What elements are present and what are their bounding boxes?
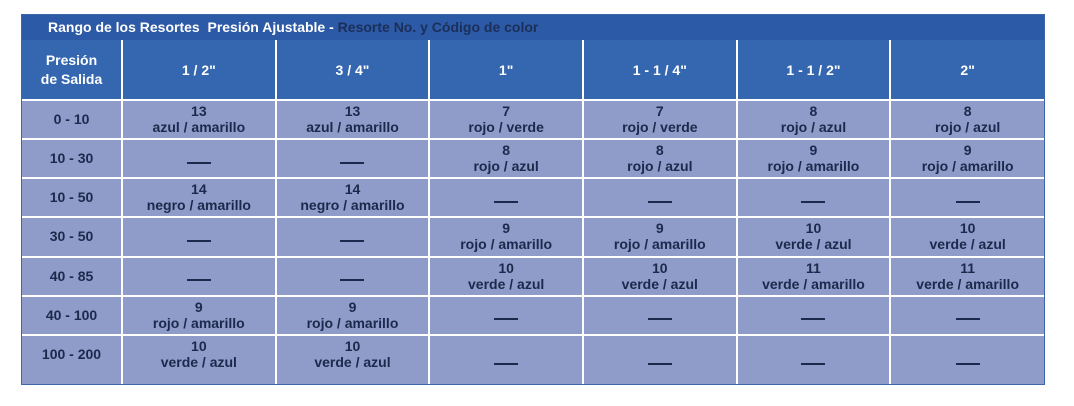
dash-mark	[801, 201, 825, 203]
table-cell	[122, 100, 276, 139]
spring-number: 8	[655, 142, 664, 159]
spring-number: 10	[191, 337, 207, 354]
table-row	[22, 257, 1044, 296]
row-pressure-range: 10 - 30	[22, 139, 122, 178]
table-cell	[890, 217, 1044, 256]
spring-number: 7	[655, 103, 664, 119]
color-code: verde / azul	[929, 236, 1006, 253]
empty-cell	[890, 178, 1044, 217]
empty-cell	[737, 335, 891, 384]
table-cell	[583, 139, 737, 178]
table-cell	[737, 139, 891, 178]
spring-range-table-frame	[21, 14, 1045, 385]
row-pressure-range: 10 - 50	[22, 178, 122, 217]
header-corner	[22, 40, 122, 100]
table-row	[22, 335, 1044, 384]
column-header: 1"	[429, 40, 583, 100]
empty-cell	[890, 296, 1044, 335]
spring-number: 10	[344, 337, 361, 354]
table-cell	[429, 257, 583, 296]
column-header: 1 / 2"	[122, 40, 276, 100]
dash-mark	[340, 162, 364, 164]
dash-mark	[187, 279, 211, 281]
table-cell	[583, 100, 737, 139]
empty-cell	[122, 139, 276, 178]
table-row	[22, 296, 1044, 335]
table-row	[22, 139, 1044, 178]
row-pressure-range: 40 - 100	[22, 296, 122, 335]
empty-cell	[429, 296, 583, 335]
spring-number: 8	[502, 142, 511, 159]
spring-number: 8	[809, 103, 818, 119]
table-cell	[890, 100, 1044, 139]
table-cell	[890, 139, 1044, 178]
table-cell	[583, 217, 737, 256]
table-cell	[276, 296, 430, 335]
color-code: rojo / amarillo	[767, 158, 860, 175]
color-code: negro / amarillo	[146, 197, 251, 214]
table-title	[22, 15, 1044, 40]
spring-number: 14	[344, 181, 361, 198]
table-row	[22, 217, 1044, 256]
spring-number: 8	[963, 103, 972, 119]
title-part-2: Resorte No. y Código de color	[337, 19, 539, 35]
table-cell	[429, 139, 583, 178]
color-code: azul / amarillo	[152, 119, 246, 135]
color-code: verde / azul	[621, 275, 698, 292]
empty-cell	[583, 178, 737, 217]
dash-mark	[494, 318, 518, 320]
spring-number: 9	[194, 298, 203, 315]
table-body	[22, 100, 1044, 384]
spring-number: 11	[806, 259, 821, 276]
empty-cell	[737, 178, 891, 217]
spring-number: 13	[344, 103, 361, 119]
dash-mark	[956, 201, 980, 203]
dash-mark	[956, 318, 980, 320]
spring-number: 9	[655, 220, 664, 237]
column-header: 1 - 1 / 2"	[737, 40, 891, 100]
table-cell	[276, 178, 430, 217]
row-pressure-range: 100 - 200	[22, 335, 122, 384]
color-code: verde / azul	[160, 353, 237, 370]
spring-number: 9	[502, 220, 511, 237]
color-code: rojo / amarillo	[306, 314, 399, 331]
table-cell	[276, 100, 430, 139]
table-cell	[890, 257, 1044, 296]
column-header: 1 - 1 / 4"	[583, 40, 737, 100]
spring-number: 14	[191, 181, 207, 198]
spring-number: 11	[960, 259, 976, 276]
color-code: verde / azul	[468, 275, 545, 292]
empty-cell	[737, 296, 891, 335]
corner-line-1: Presión	[45, 51, 98, 68]
spring-number: 9	[963, 142, 972, 159]
color-code: rojo / azul	[780, 119, 847, 135]
color-code: rojo / amarillo	[152, 314, 245, 331]
dash-mark	[340, 240, 364, 242]
table-cell	[276, 335, 430, 384]
color-code: rojo / azul	[934, 119, 1001, 135]
column-header: 2"	[890, 40, 1044, 100]
empty-cell	[276, 217, 430, 256]
color-code: verde / azul	[314, 353, 391, 370]
title-part-1: Rango de los Resortes Presión Ajustable -	[48, 19, 338, 35]
color-code: rojo / amarillo	[921, 158, 1014, 175]
color-code: verde / amarillo	[916, 275, 1019, 292]
table-cell	[737, 217, 891, 256]
table-cell	[737, 257, 891, 296]
empty-cell	[122, 257, 276, 296]
empty-cell	[122, 217, 276, 256]
color-code: rojo / verde	[468, 119, 544, 135]
dash-mark	[494, 363, 518, 365]
header-row	[22, 40, 1044, 100]
dash-mark	[340, 279, 364, 281]
color-code: negro / amarillo	[300, 197, 405, 214]
dash-mark	[648, 201, 672, 203]
color-code: rojo / azul	[473, 158, 539, 175]
row-pressure-range: 30 - 50	[22, 217, 122, 256]
empty-cell	[890, 335, 1044, 384]
spring-number: 10	[652, 259, 668, 276]
color-code: rojo / amarillo	[613, 236, 706, 253]
spring-range-table	[22, 40, 1044, 384]
row-pressure-range: 0 - 10	[22, 100, 122, 139]
dash-mark	[648, 363, 672, 365]
column-header: 3 / 4"	[276, 40, 430, 100]
table-row	[22, 178, 1044, 217]
table-cell	[583, 257, 737, 296]
table-cell	[122, 296, 276, 335]
table-cell	[429, 217, 583, 256]
color-code: rojo / azul	[627, 158, 693, 175]
dash-mark	[956, 363, 980, 365]
color-code: verde / amarillo	[762, 275, 865, 292]
color-code: verde / azul	[775, 236, 852, 253]
dash-mark	[494, 201, 518, 203]
spring-number: 9	[809, 142, 818, 159]
spring-number: 13	[191, 103, 207, 119]
spring-number: 7	[502, 103, 511, 119]
empty-cell	[429, 335, 583, 384]
spring-number: 9	[348, 298, 357, 315]
empty-cell	[429, 178, 583, 217]
table-row	[22, 100, 1044, 139]
empty-cell	[583, 296, 737, 335]
row-pressure-range: 40 - 85	[22, 257, 122, 296]
dash-mark	[187, 162, 211, 164]
color-code: rojo / verde	[622, 119, 698, 135]
table-cell	[429, 100, 583, 139]
empty-cell	[276, 257, 430, 296]
empty-cell	[276, 139, 430, 178]
spring-number: 10	[959, 220, 976, 237]
corner-line-2: de Salida	[40, 70, 103, 87]
dash-mark	[801, 318, 825, 320]
empty-cell	[583, 335, 737, 384]
dash-mark	[801, 363, 825, 365]
spring-number: 10	[805, 220, 822, 237]
spring-number: 10	[498, 259, 514, 276]
table-cell	[122, 335, 276, 384]
table-cell	[122, 178, 276, 217]
color-code: azul / amarillo	[306, 119, 399, 135]
table-cell	[737, 100, 891, 139]
color-code: rojo / amarillo	[460, 236, 553, 253]
dash-mark	[187, 240, 211, 242]
dash-mark	[648, 318, 672, 320]
